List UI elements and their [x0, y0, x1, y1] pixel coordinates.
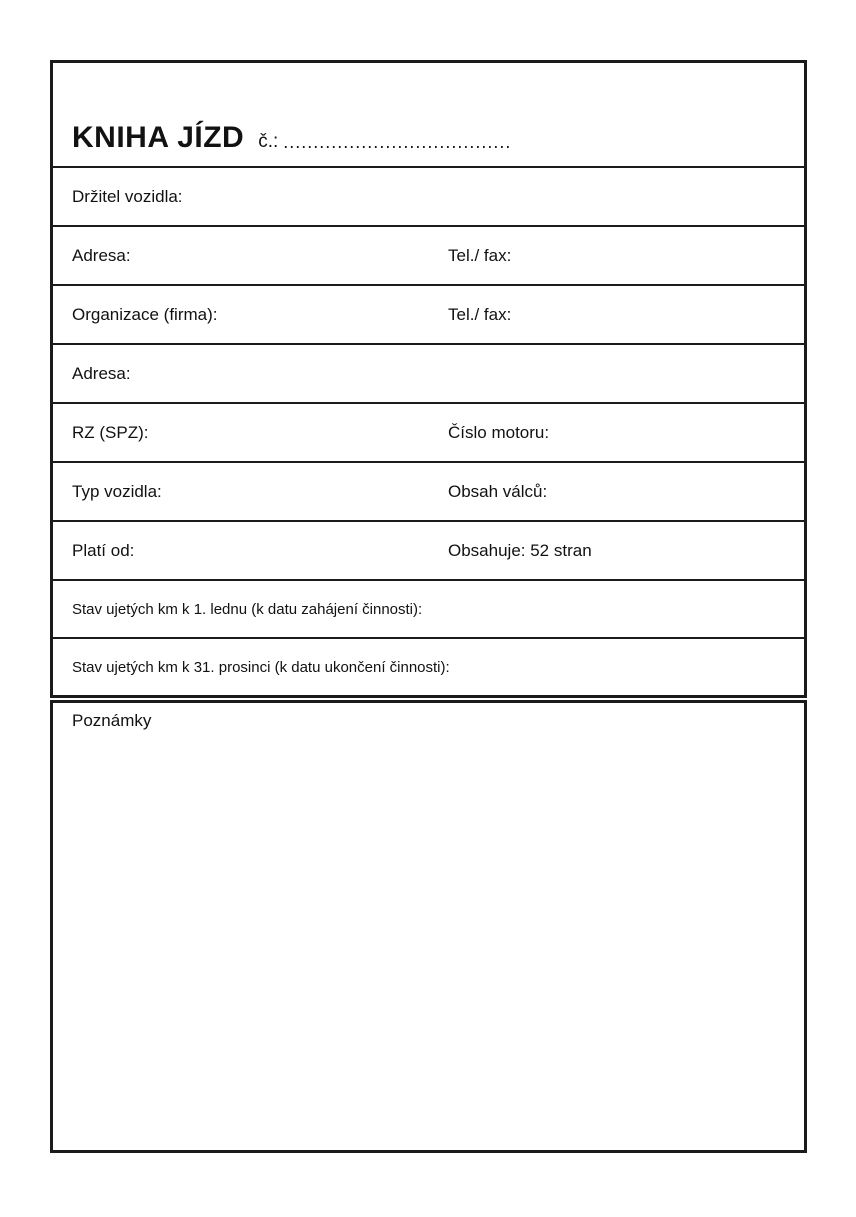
label-adresa-1: Adresa: [72, 245, 131, 265]
vehicle-info-box [50, 60, 807, 698]
label-typ-vozidla: Typ vozidla: [72, 481, 162, 501]
label-organizace-firma: Organizace (firma): [72, 304, 218, 324]
page-title: KNIHA JÍZD [72, 121, 245, 154]
label-tel-fax-2: Tel./ fax: [448, 304, 512, 324]
row-organizace-firma [53, 284, 804, 343]
notes-box [50, 700, 807, 1153]
label-adresa-2: Adresa: [72, 363, 131, 383]
notes-label: Poznámky [72, 711, 152, 730]
row-rz-spz [53, 402, 804, 461]
label-stav-km-leden: Stav ujetých km k 1. lednu (k datu zahájení činnosti): [72, 600, 423, 618]
label-stav-km-prosinec: Stav ujetých km k 31. prosinci (k datu ukončení činnosti): [72, 658, 450, 676]
label-plati-od: Platí od: [72, 540, 135, 560]
logbook-number-dotted-line: ...................................... [283, 133, 512, 153]
label-obsahuje-stran: Obsahuje: 52 stran [448, 540, 592, 560]
row-adresa-1 [53, 225, 804, 284]
title-row [53, 63, 804, 166]
label-rz-spz: RZ (SPZ): [72, 422, 149, 442]
label-tel-fax-1: Tel./ fax: [448, 245, 512, 265]
row-plati-od [53, 520, 804, 579]
label-obsah-valcu: Obsah válců: [448, 481, 548, 501]
row-typ-vozidla [53, 461, 804, 520]
row-stav-km-leden [53, 579, 804, 637]
label-cislo-motoru: Číslo motoru: [448, 422, 550, 442]
logbook-number-label: č.: [258, 131, 279, 153]
row-adresa-2 [53, 343, 804, 402]
row-stav-km-prosinec [53, 637, 804, 695]
row-drzitel-vozidla [53, 166, 804, 225]
label-drzitel-vozidla: Držitel vozidla: [72, 186, 183, 206]
